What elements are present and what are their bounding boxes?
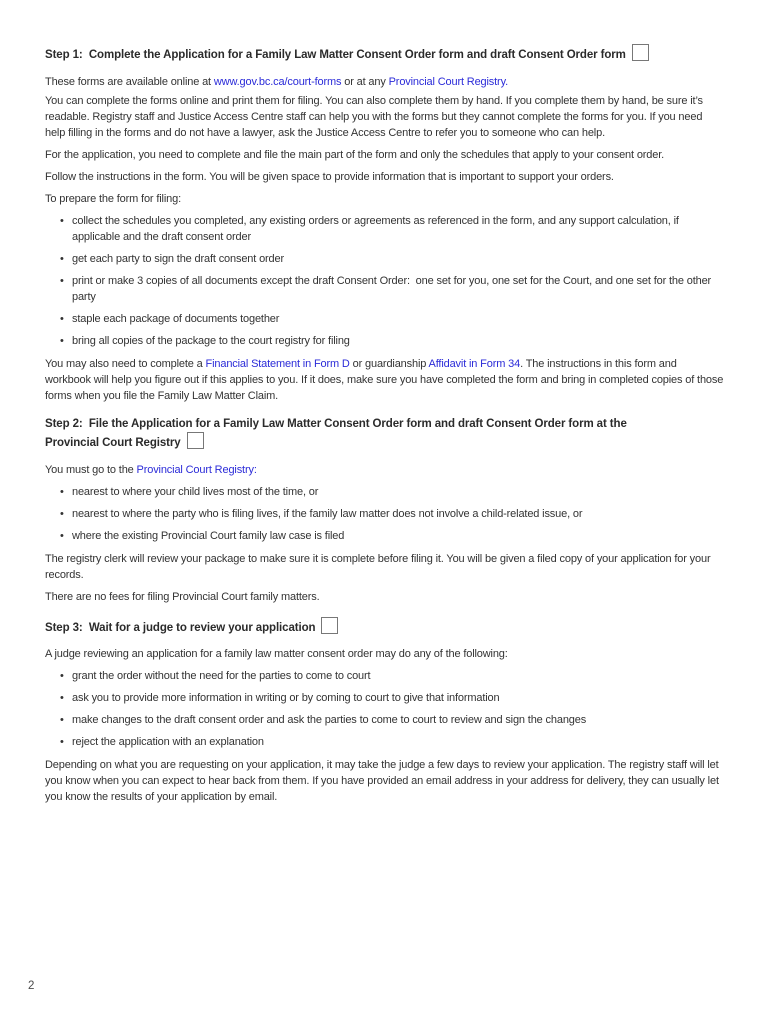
step1-paragraph-application: For the application, you need to complete and file the main part of the form and only the schedules that apply to your consent order. [45, 148, 665, 161]
link-affidavit-form-34[interactable]: Affidavit in Form 34 [428, 357, 521, 370]
list-item: • make changes to the draft consent order and ask the parties to come to court to review and sign the changes [60, 712, 725, 728]
step3-checkbox[interactable] [321, 617, 338, 634]
text-run: You must go to the [45, 463, 137, 476]
step3-heading-text: Step 3: Wait for a judge to review your application [45, 621, 316, 634]
list-item: • staple each package of documents together [60, 311, 725, 327]
link-court-forms[interactable]: www.gov.bc.ca/court-forms [213, 75, 342, 88]
step1-checkbox[interactable] [632, 44, 649, 61]
link-financial-statement-form-d[interactable]: Financial Statement in Form D [205, 357, 350, 370]
step2-heading-line2: Provincial Court Registry [45, 437, 181, 449]
list-item: • grant the order without the need for the parties to come to court [60, 668, 725, 684]
text-run: or guardianship [349, 357, 429, 370]
list-item: • bring all copies of the package to the court registry for filing [60, 333, 725, 349]
step3-paragraph-judge-intro: A judge reviewing an application for a family law matter consent order may do any of the following: [45, 648, 508, 660]
step2-paragraph-clerk-review: The registry clerk will review your package to make sure it is complete before filing it. You will be given a filed copy of your application for your records. [45, 552, 714, 581]
list-item: • nearest to where your child lives most of the time, or [60, 484, 725, 500]
step2-checkbox[interactable] [187, 432, 204, 449]
list-item: • where the existing Provincial Court family law case is filed [60, 528, 725, 544]
page-number: 2 [28, 980, 35, 992]
step3-bullet-list [45, 668, 725, 750]
step2-heading-line1: Step 2: File the Application for a Family Law Matter Consent Order form and draft Consent Order form at the [45, 417, 627, 430]
step1-paragraph-additional-forms [45, 356, 725, 404]
link-provincial-court-registry-2[interactable]: Provincial Court Registry: [136, 463, 257, 476]
list-item: • collect the schedules you completed, any existing orders or agreements as referenced in the form, and any support calculation, if applicable and the draft consent order [60, 213, 725, 245]
text-run: or at any [341, 75, 389, 88]
text-run: . The instructions in this form and workbook will help you figure out if this applies to you. If it does, make sure you have completed the form and bring in completed copies of those forms when you file the Family Law Matter Claim. [45, 357, 727, 402]
text-run: These forms are available online at [45, 75, 214, 88]
step1-paragraph-availability [45, 74, 725, 90]
list-item: • reject the application with an explanation [60, 734, 725, 750]
step1-section [45, 44, 725, 404]
list-item: • nearest to where the party who is filing lives, if the family law matter does not involve a child-related issue, or [60, 506, 725, 522]
link-provincial-court-registry[interactable]: Provincial Court Registry. [388, 75, 509, 88]
step2-bullet-list [45, 484, 725, 544]
step2-paragraph-no-fees: There are no fees for filing Provincial Court family matters. [45, 590, 320, 603]
step1-heading [45, 44, 725, 64]
step1-paragraph-follow-instructions: Follow the instructions in the form. You will be given space to provide information that is important to support your orders. [45, 170, 614, 183]
list-item: • print or make 3 copies of all documents except the draft Consent Order: one set for you, one set for the Court, and one set for the other party [60, 273, 725, 305]
list-item: • get each party to sign the draft consent order [60, 251, 725, 267]
step3-paragraph-timing: Depending on what you are requesting on your application, it may take the judge a few days to review your application. The registry staff will let you know when you can expect to hear back from them. If you have provided an email address in your address for delivery, they can usually let you know the results of your application by email. [45, 759, 722, 803]
step2-section [45, 416, 725, 605]
step2-paragraph-registry [45, 462, 725, 478]
list-item: • ask you to provide more information in writing or by coming to court to give that information [60, 690, 725, 706]
step1-bullet-list [45, 213, 725, 349]
step2-heading [45, 416, 725, 452]
step1-heading-text: Step 1: Complete the Application for a Family Law Matter Consent Order form and draft Consent Order form [45, 49, 626, 61]
step3-heading [45, 617, 725, 637]
step1-paragraph-complete-forms: You can complete the forms online and print them for filing. You can also complete them by hand. If you complete them by hand, be sure it’s readable. Registry staff and Justice Access Centre staff can help you with the forms but they cannot complete the forms for you. If you need help filling in the forms and do not have a lawyer, ask the Justice Access Centre to refer you to someone who can help. [45, 94, 706, 139]
step3-section [45, 617, 725, 806]
text-run: You may also need to complete a [45, 357, 206, 370]
step1-paragraph-prepare-intro: To prepare the form for filing: [45, 192, 181, 205]
